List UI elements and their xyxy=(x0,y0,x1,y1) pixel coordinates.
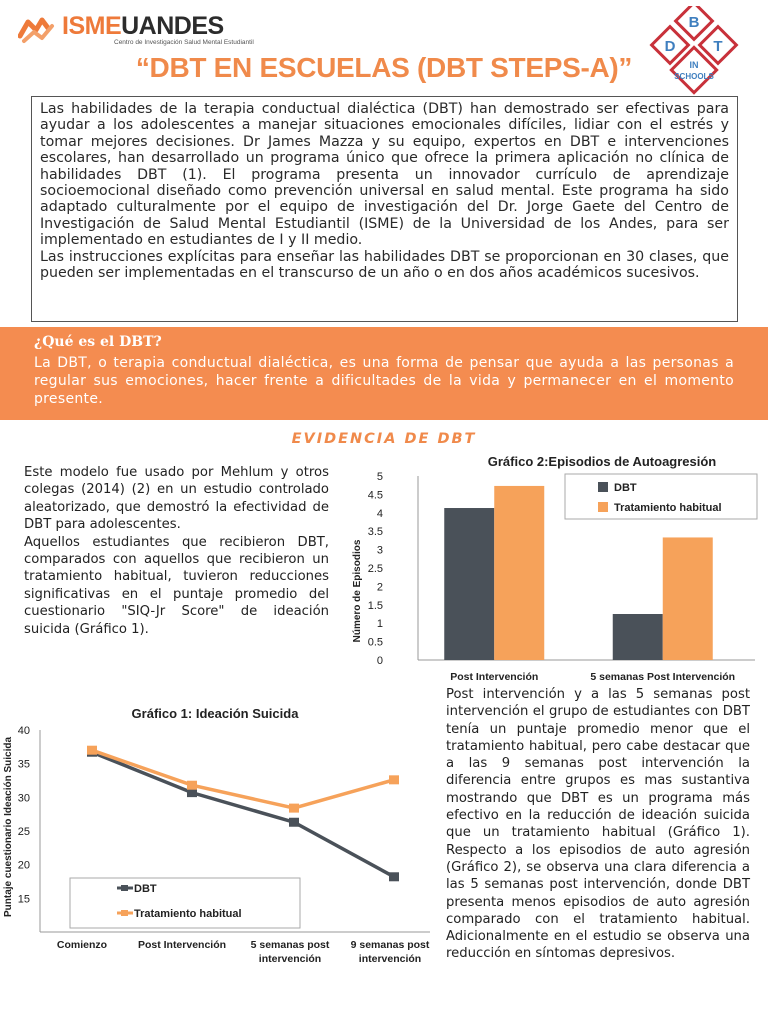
chart1-line-habitual xyxy=(92,750,394,808)
chart2-ytick-5: 2.5 xyxy=(367,563,383,575)
chart2-bar-dbt-1 xyxy=(613,614,663,660)
logo-isme: ISME xyxy=(62,12,122,40)
chart2-ylabel: Número de Episodios xyxy=(352,539,363,643)
chart1-ytick-4: 35 xyxy=(17,758,30,771)
chart2-legend xyxy=(565,474,757,519)
chart2-legend-habitual: Tratamiento habitual xyxy=(614,502,722,514)
chart1-legend xyxy=(70,878,300,928)
chart1-ytick-5: 40 xyxy=(17,725,30,737)
chart1-ytick-1: 20 xyxy=(17,859,30,872)
page-title: “DBT EN ESCUELAS (DBT STEPS-A)” xyxy=(135,52,633,83)
badge-schools: SCHOOLS xyxy=(674,72,714,81)
chart1-xtick-2 xyxy=(251,939,330,965)
chart1-point-dbt-3 xyxy=(389,872,399,881)
chart1-xtick-3 xyxy=(351,939,430,965)
chart1-point-habitual-2 xyxy=(289,804,299,813)
chart1-legend-dbt: DBT xyxy=(134,883,157,895)
chart-suicidal-ideation xyxy=(0,700,440,970)
chart1-xtick-2-line1: 5 semanas post xyxy=(250,939,330,951)
chart1-title: Gráfico 1: Ideación Suicida xyxy=(131,706,299,721)
isme-logo xyxy=(18,12,254,52)
chart2-bar-dbt-0 xyxy=(444,508,494,660)
chart1-legend-marker-habitual xyxy=(121,910,128,916)
hands-logo-icon xyxy=(18,14,64,44)
chart1-xtick-1: Post Intervención xyxy=(137,939,227,951)
chart2-legend-swatch-dbt xyxy=(598,482,608,492)
chart2-ytick-10: 5 xyxy=(376,471,383,483)
chart1-point-habitual-3 xyxy=(389,775,399,784)
evidence-right-paragraph: Post intervención y a las 5 semanas post intervención el grupo de estudiantes con DBT tenía un puntaje promedio menor que el tratamiento habitual, pero cabe destacar que a las 9 semanas post intervención la diferencia entre grupos es mas sustantiva mostrando que DBT es un programa más efectivo en la reducción de ideación suicida que un tratamiento habitual (Gráfico 1). Respecto a los episodios de auto agresión (Gráfico 2), se observa una clara diferencia a las 5 semanas post intervención, donde DBT presenta menos episodios de auto agresión comparado con el tratamiento habitual. Adicionalmente en el estudio se observa una reducción en síntomas depresivos. xyxy=(446,687,750,962)
logo-wordmark xyxy=(62,12,224,41)
chart1-ytick-0: 15 xyxy=(17,893,30,906)
chart2-ytick-8: 4 xyxy=(376,507,383,520)
badge-letter-t: T xyxy=(713,38,723,55)
chart1-legend-habitual: Tratamiento habitual xyxy=(134,908,242,920)
chart2-ytick-7: 3.5 xyxy=(367,526,383,539)
evidence-left-paragraph-1: Este modelo fue usado por Mehlum y otros colegas (2014) (2) en un estudio controlado aleatorizado, que demostró la efectividad de DBT para adolescentes. xyxy=(24,465,329,533)
chart2-ytick-4: 2 xyxy=(376,581,383,594)
chart1-point-habitual-0 xyxy=(87,746,97,755)
intro-paragraph-2: Las instrucciones explícitas para enseñar las habilidades DBT se proporcionan en 30 clases, que pueden ser implementadas en el transcurso de un año o en dos años académicos sucesivos. xyxy=(40,248,729,282)
chart1-xtick-2-line2: intervención xyxy=(258,953,322,965)
logo-subtitle: Centro de Investigación Salud Mental Estudiantil xyxy=(114,39,254,46)
chart-self-harm-episodes xyxy=(340,446,760,686)
chart2-ytick-2: 1 xyxy=(376,618,383,631)
intro-paragraph-1: Las habilidades de la terapia conductual dialéctica (DBT) han demostrado ser efectivas para ayudar a los adolescentes a manejar situaciones emocionales difíciles, lidiar con el estrés y tomar mejores decisiones. Dr James Mazza y su equipo, expertos en DBT e intervenciones escolares, han desarrollado un programa único que ofrece la primera aplicación no clínica de habilidades DBT (1). El programa presenta un innovador currículo de aprendizaje socioemocional diseñado como prevención universal en salud mental. Este programa ha sido adaptado culturalmente por el equipo de investigación del Dr. Jorge Gaete del Centro de Investigación de Salud Mental Estudiantil (ISME) de la Universidad de los Andes, para ser implementado en estudiantes de I y II medio. xyxy=(40,101,729,249)
chart2-ytick-3: 1.5 xyxy=(367,599,383,612)
chart2-ytick-1: 0.5 xyxy=(367,636,383,649)
chart1-ytick-3: 30 xyxy=(17,792,30,805)
chart1-line-dbt xyxy=(92,752,394,877)
what-is-dbt-band xyxy=(0,327,768,420)
chart2-legend-dbt: DBT xyxy=(614,482,637,494)
chart1-xticks xyxy=(57,939,430,965)
badge-in: IN xyxy=(689,60,699,70)
chart2-xtick-0: Post Intervención xyxy=(450,671,539,683)
evidence-right-text xyxy=(446,686,750,963)
band-title: ¿Qué es el DBT? xyxy=(34,334,162,350)
chart2-xticks xyxy=(450,671,735,683)
chart1-yticks xyxy=(18,725,30,905)
chart2-title: Gráfico 2:Episodios de Autoagresión xyxy=(487,454,717,469)
chart2-bar-habitual-0 xyxy=(494,486,544,660)
chart1-legend-marker-dbt xyxy=(121,885,128,891)
chart2-yticks xyxy=(368,471,383,667)
chart1-point-habitual-1 xyxy=(187,781,197,790)
chart1-xtick-3-line1: 9 semanas post xyxy=(350,939,430,951)
band-text: La DBT, o terapia conductual dialéctica, es una forma de pensar que ayuda a las personas a regular sus emociones, hacer frente a dificultades de la vida y permanecer en el momento presente. xyxy=(34,355,734,407)
chart1-xtick-0: Comienzo xyxy=(56,939,108,951)
chart1-point-dbt-2 xyxy=(289,818,299,827)
chart2-xtick-1: 5 semanas Post Intervención xyxy=(590,671,736,683)
evidence-left-text xyxy=(24,464,329,638)
chart2-ytick-6: 3 xyxy=(376,544,383,557)
chart1-lines xyxy=(87,746,399,882)
logo-uandes: UANDES xyxy=(121,12,224,40)
chart2-bar-habitual-1 xyxy=(663,537,713,660)
chart1-ytick-2: 25 xyxy=(17,826,30,838)
badge-diamond-b xyxy=(676,6,713,39)
badge-letter-b: B xyxy=(688,14,700,31)
chart2-legend-swatch-habitual xyxy=(598,502,608,512)
chart2-ytick-0: 0 xyxy=(376,655,383,667)
evidence-left-paragraph-2: Aquellos estudiantes que recibieron DBT, comparados con aquellos que recibieron un tratamiento habitual, tuvieron reducciones significativas en el puntaje promedio del cuestionario "SIQ-Jr Score" de ideación suicida (Gráfico 1). xyxy=(24,534,329,637)
chart1-xtick-3-line2: intervención xyxy=(358,953,422,965)
chart1-ylabel: Puntaje cuestionario Ideación Suicida xyxy=(3,736,14,918)
evidence-title: EVIDENCIA DE DBT xyxy=(291,431,477,447)
badge-letter-d: D xyxy=(664,38,676,55)
chart2-ytick-9: 4.5 xyxy=(367,489,383,502)
intro-box xyxy=(31,96,738,322)
